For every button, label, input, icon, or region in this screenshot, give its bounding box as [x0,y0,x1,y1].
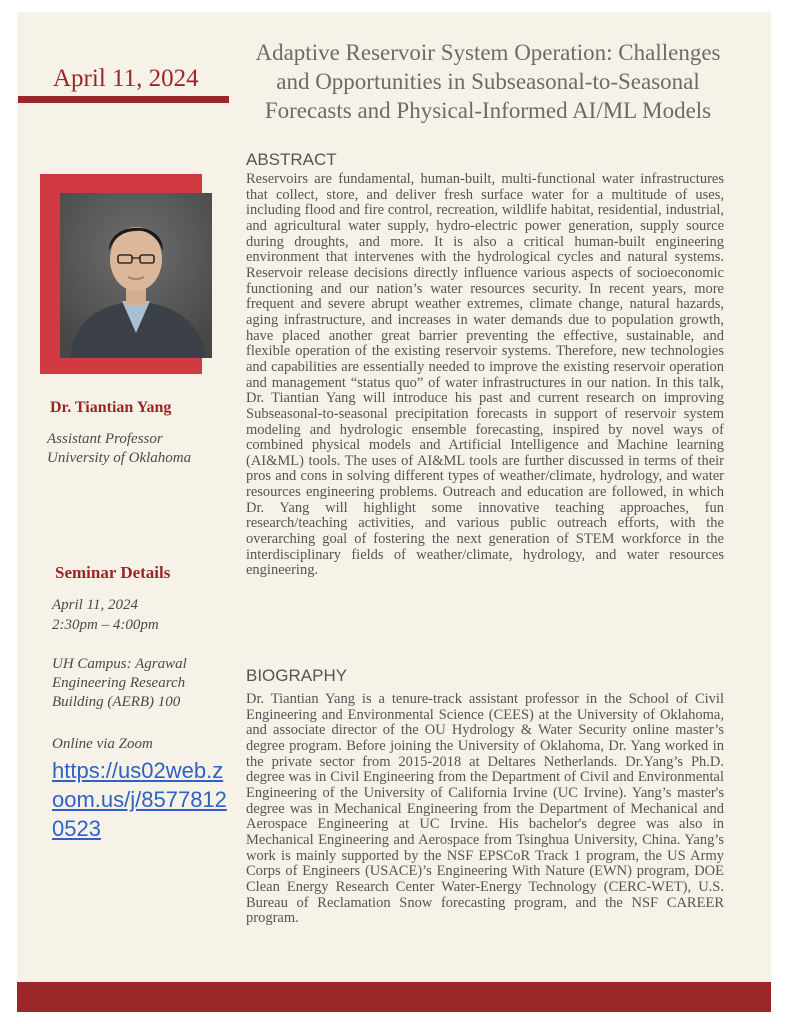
speaker-institution: University of Oklahoma [47,450,192,466]
speaker-name: Dr. Tiantian Yang [50,399,172,416]
event-date: April 11, 2024 [53,65,199,92]
biography-heading: BIOGRAPHY [246,666,348,685]
abstract-text: Reservoirs are fundamental, human-built, multi-functional water infrastructures that collect, store, and deliver fresh surface water for a multitude of uses, including flood and fire control, recreation, wildlife habitat, residential, industrial, and agricultural water supply, hydro-electric power generation, supply source during droughts, and more. It is also a critical human-built engineering environment that intervenes with the hydrological cycles and natural systems. Reservoir release decisions directly influence various aspects of socioeconomic functioning and our nation’s water resources security. In recent years, more frequent and severe abrupt weather extremes, climate change, natural hazards, aging infrastructure, and increases in water demands due to population growth, have placed another great barrier preventing the effective, sustainable, and flexible operation of the existing reservoir systems. Therefore, new technologies and capabilities are essentially needed to improve the existing reservoir operation and management “status quo” of water infrastructures in our nation. In this talk, Dr. Tiantian Yang will introduce his past and current research on improving Subseasonal-to-seasonal precipitation forecasts in support of reservoir system modeling and hydrologic ensemble forecasting, inspired by novel ways of combined physical models and Artificial Intelligence and Machine learning (AI&ML) tools. The uses of AI&ML tools are further discussed in terms of their pros and cons in solving different types of weather/climate, hydrology, and water resources engineering problems. Outreach and education are followed, in which Dr. Yang will highlight some innovative teaching approaches, fun research/teaching activities, and various public outreach efforts, with the overarching goal of fostering the next generation of STEM workforce in the interdisciplinary fields of weather/climate, hydrology, and water resources engineering. [246,171,724,579]
location-line: Building (AERB) 100 [52,694,181,710]
seminar-location [52,655,187,712]
seminar-title: Adaptive Reservoir System Operation: Challenges and Opportunities in Subseasonal-to-Seasonal Forecasts and Physical-Informed AI/ML Models [255,40,721,123]
location-line: Engineering Research [52,675,186,691]
location-line: UH Campus: Agrawal [52,656,187,672]
speaker-portrait-image [60,193,212,358]
date-divider [18,96,229,103]
biography-text: Dr. Tiantian Yang is a tenure-track assistant professor in the School of Civil Engineering and Environmental Science (CEES) at the University of Oklahoma, and associate director of the OU Hydrology & Water Security online master’s degree program. Before joining the University of Oklahoma, Dr. Yang worked in the private sector from 2015-2018 at Deltares Netherlands. Dr.Yang’s Ph.D. degree was in Civil Engineering from the Department of Civil and Environmental Engineering of the University of California Irvine (UC Irvine). Yang’s master's degree was in Mechanical Engineering from the Department of Mechanical and Aerospace Engineering at UC Irvine. His bachelor's degree was also in Mechanical Engineering and Aerospace from Tsinghua University, China. Yang’s work is mainly supported by the NSF EPSCoR Track 1 program, the US Army Corps of Engineers (USACE)’s Engineering With Nature (EWN) program, DOE Clean Energy Research Center Water-Energy Technology (CERC-WET), U.S. Bureau of Reclamation Snow forecasting program, and the NSF CAREER program. [246,691,724,927]
seminar-time: 2:30pm – 4:00pm [52,617,159,633]
speaker-affiliation [47,430,191,468]
seminar-details-heading: Seminar Details [55,563,171,582]
seminar-date: April 11, 2024 [52,597,138,613]
zoom-link[interactable]: https://us02web.zoom.us/j/85778120523 [52,758,227,841]
speaker-photo [60,193,212,358]
speaker-position: Assistant Professor [47,431,163,447]
abstract-heading: ABSTRACT [246,150,337,169]
footer-bar [17,982,771,1012]
online-label: Online via Zoom [52,736,153,752]
